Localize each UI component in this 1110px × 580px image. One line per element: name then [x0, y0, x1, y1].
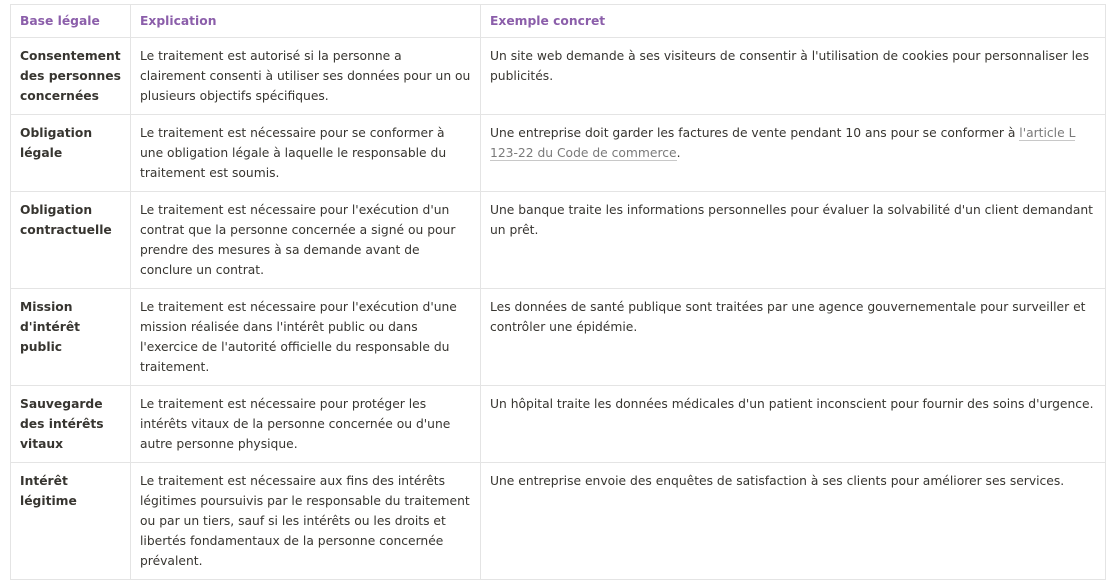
base-cell: Mission d'intérêt public [11, 289, 131, 386]
header-exemple-concret: Exemple concret [481, 5, 1106, 38]
exemple-cell: Une entreprise envoie des enquêtes de satisfaction à ses clients pour améliorer ses services. [481, 463, 1106, 580]
table-row [11, 38, 1106, 115]
base-cell: Consentement des personnes concernées [11, 38, 131, 115]
base-cell: Sauvegarde des intérêts vitaux [11, 386, 131, 463]
exemple-cell [481, 115, 1106, 192]
exemple-cell: Un site web demande à ses visiteurs de consentir à l'utilisation de cookies pour personnaliser les publicités. [481, 38, 1106, 115]
explication-cell: Le traitement est nécessaire pour se conformer à une obligation légale à laquelle le responsable du traitement est soumis. [131, 115, 481, 192]
table-header-row [11, 5, 1106, 38]
table-row [11, 386, 1106, 463]
explication-cell: Le traitement est nécessaire pour protéger les intérêts vitaux de la personne concernée ou d'une autre personne physique. [131, 386, 481, 463]
exemple-text: Une entreprise doit garder les factures de vente pendant 10 ans pour se conformer à [490, 126, 1020, 140]
header-explication: Explication [131, 5, 481, 38]
table-row [11, 463, 1106, 580]
explication-cell: Le traitement est nécessaire aux fins des intérêts légitimes poursuivis par le responsable du traitement ou par un tiers, sauf si les intérêts ou les droits et libertés fondamentaux de la personne concernée prévalent. [131, 463, 481, 580]
header-base-legale: Base légale [11, 5, 131, 38]
table-row [11, 289, 1106, 386]
explication-cell: Le traitement est nécessaire pour l'exécution d'une mission réalisée dans l'intérêt public ou dans l'exercice de l'autorité officielle du responsable du traitement. [131, 289, 481, 386]
code-commerce-link[interactable]: l'article L 123-22 du Code de commerce [490, 126, 1076, 160]
base-cell: Obligation contractuelle [11, 192, 131, 289]
base-cell: Intérêt légitime [11, 463, 131, 580]
explication-cell: Le traitement est nécessaire pour l'exécution d'un contrat que la personne concernée a signé ou pour prendre des mesures à sa demande avant de conclure un contrat. [131, 192, 481, 289]
table-row [11, 115, 1106, 192]
legal-bases-table [10, 4, 1106, 580]
exemple-cell: Les données de santé publique sont traitées par une agence gouvernementale pour surveiller et contrôler une épidémie. [481, 289, 1106, 386]
base-cell: Obligation légale [11, 115, 131, 192]
table-row [11, 192, 1106, 289]
exemple-cell: Un hôpital traite les données médicales d'un patient inconscient pour fournir des soins d'urgence. [481, 386, 1106, 463]
exemple-cell: Une banque traite les informations personnelles pour évaluer la solvabilité d'un client demandant un prêt. [481, 192, 1106, 289]
explication-cell: Le traitement est autorisé si la personne a clairement consenti à utiliser ses données pour un ou plusieurs objectifs spécifiques. [131, 38, 481, 115]
exemple-end: . [676, 146, 681, 160]
